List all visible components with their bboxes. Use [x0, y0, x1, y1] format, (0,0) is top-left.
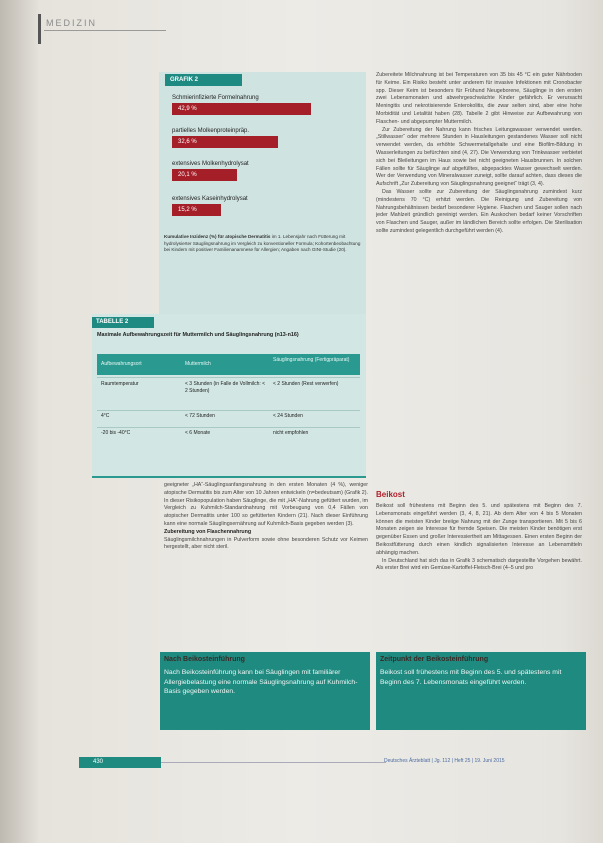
table-cell: < 2 Stunden (Rest verwerfen) [273, 381, 339, 387]
table-cell: < 24 Stunden [273, 413, 303, 419]
section-header: MEDIZIN [46, 18, 97, 28]
summary-box-text: Beikost soll frühestens mit Beginn des 5. und spätestens mit Beginn des 7. Lebensmonats eingeführt werden. [380, 669, 562, 686]
table-caption: Maximale Aufbewahrungszeit für Muttermilch und Säuglingsnahrung (n13-n16) [97, 332, 299, 338]
paragraph: Zubereitete Milchnahrung ist bei Temperaturen von 35 bis 45 °C ein guter Nährboden für Keime. Ein Risiko besteht unter anderem für invasive Infektionen mit Cronobacter spp. Dieser Keim ist besonders für Frühund Neugeborene, Säuglinge in den ersten zwei Lebensmonaten und abwehrgeschwächte Kinder gefährlich. Er verursacht Meningitis und nekrotisierende Enterokolitis, die zwar selten sind, aber eine hohe Morbidität und Letalität haben (28). Tabelle 2 gibt Hinweise zur Aufbewahrung von Flaschen- und abgepumpter Muttermilch. [376, 72, 582, 125]
figure-bar: 42,9 % [172, 103, 311, 115]
figure-bar-label: extensives Molkenhydrolysat [172, 161, 249, 167]
summary-box-text: Nach Beikosteinführung kann bei Säuglingen mit familiärer Allergiebelastung eine normale Säuglingsnahrung auf Kuhmilch-Basis gegeben werden. [164, 669, 358, 696]
table-header [97, 354, 360, 375]
table-cell: < 3 Stunden (in Falle de Vollmilch: < 2 Stunden) [185, 381, 266, 394]
paragraph: Beikost soll frühestens mit Beginn des 5. und spätestens mit Beginn des 7. Lebensmonats eingeführt werden (3, 4, 8, 21). Ab dem Alter von 4 bis 5 Monaten können die meisten Kinder breiige Nahrung mit der Zunge transportieren. Mit 5 bis 6 Monaten zeigen sie Interesse für fremde Speisen. Die meisten Kinder benötigen erst gegenüber Essen und großer Interessiertheit am Mittagessen. Einen ersten Beginn der Beikostfütterung durch einen kindlich signalisierten Interesse an Lebensmitteln abhängig machen. [376, 503, 582, 556]
subheading: Zubereitung von Flaschennahrung [164, 528, 252, 535]
table-cell: nicht empfohlen [273, 430, 309, 436]
figure-caption-bold: Kumulative Inzidenz (%) für atopische Dermatitis [164, 234, 271, 239]
page-number: 430 [79, 757, 161, 768]
paragraph: Das Wasser sollte zur Zubereitung der Säuglingsnahrung zumindest kurz (mindestens 70 °C) erhitzt werden. Die Reinigung und Zubereitung von Nahrungsbehältnissen bedarf besonderer Hygiene. Flaschen und Sauger sollen nach jeder Mahlzeit gründlich gereinigt werden. Ein Auskochen bedarf keiner Vorschriften von Flaschen und Sauger, außer im ländlichen Bereich sollte erfolgen. Die Sterilisation sollte zumindest gelegentlich durchgeführt werden (4). [376, 188, 582, 234]
figure-bar-label: partielles Molkenproteinpräp. [172, 128, 250, 134]
table-cell: < 6 Monate [185, 430, 211, 436]
table-row [97, 377, 360, 408]
paragraph: Zur Zubereitung der Nahrung kann frisches Leitungswasser verwendet werden. „Stillwasser“ oder mehrere Stunden in Hausleitungen gestandenes Wasser soll nicht verwendet werden, da erhöhte Schwermetallgehalte und eine Biofilm-Bildung in Wasserleitungen zu befürchten sind (4, 27). Die Verwendung von Trinkwasser verbietet sich bei Bleileitungen im Haus sowie bei nicht geeigneten Hausbrunnen. In solchen Fällen sollte für Säuglinge auf abgefülltes, abgepacktes Wasser gewechselt werden. Wer der Verwendung von Mineralwasser zuneigt, sollte darauf achten, dass dieses die Aufschrift „Zur Zubereitung von Säuglingsnahrung geeignet“ trägt (3, 4). [376, 126, 582, 188]
section-heading: Beikost [376, 490, 405, 499]
figure-caption-text: im 1. Lebensjahr nach Fütterung mit hydrolysierter Säuglingsnahrung im Vergleich zu konventioneller Formula; Kohortenbeobachtung bei Kindern mit positiver Familienanamnese für Allergien; Angaben nach GINI-Studie (20). [164, 234, 361, 253]
table-cell: -20 bis -40°C [101, 430, 131, 436]
figure-caption [164, 234, 362, 254]
table-bottom-rule [92, 476, 366, 478]
paragraph: geeigneter „HA“-Säuglingsanfangsnahrung in den ersten Monaten (4 %), weniger atopische Dermatitis bis zum Alter von 10 Jahren entwickeln (n=bedeutsam) (Grafik 2). In dieser Risikopopulation haben Säuglinge, die mit „HA“-Nahrung gefüttert wurden, im Vergleich zu Kuhmilch-Standardnahrung mit Vorbeugung von 0,4 Fällen von atopischer Dermatitis unter 100 so gefütterten Kindern (21). Nach dieser Einführung kann eine normale Säuglingsernährung auf Kuhmilch-Basis gegeben werden (3). [164, 482, 368, 527]
body-column-right [376, 72, 582, 488]
journal-citation: Deutsches Ärzteblatt | Jg. 112 | Heft 25 | 19. Juni 2015 [384, 758, 505, 764]
figure-bar: 15,2 % [172, 204, 221, 216]
table-cell: < 72 Stunden [185, 413, 215, 419]
summary-box-right [376, 652, 586, 730]
figure-title: GRAFIK 2 [165, 74, 242, 86]
summary-box-title: Zeitpunkt der Beikosteinführung [380, 656, 489, 663]
table-row [97, 410, 360, 425]
header-rule [44, 30, 166, 31]
figure-bar: 32,6 % [172, 136, 278, 148]
body-column-left [164, 482, 368, 642]
table-cell: Raumtemperatur [101, 381, 139, 387]
footer-rule [161, 762, 386, 763]
body-column-right-lower [376, 503, 582, 643]
page-spine [38, 14, 41, 44]
figure-bar: 20,1 % [172, 169, 237, 181]
summary-box-title: Nach Beikosteinführung [164, 656, 245, 663]
table-row [97, 427, 360, 442]
table-header-cell: Säuglingsnahrung (Fertigpräparat) [273, 357, 350, 363]
table-title: TABELLE 2 [92, 317, 154, 328]
paragraph: In Deutschland hat sich das in Grafik 3 schematisch dargestellte Vorgehen bewährt. Als erster Brei wird ein Gemüse-Kartoffel-Fleisch-Brei (4–5 und pro [376, 557, 582, 572]
figure-bar-label: extensives Kaseinhydrolysat [172, 196, 248, 202]
table-header-cell: Aufbewahrungsort [101, 361, 142, 367]
table-cell: 4°C [101, 413, 110, 419]
paragraph: Säuglingsmilchnahrungen in Pulverform sowie ohne besonderen Schutz vor Keimen hergestellt, aber nicht steril. [164, 536, 368, 551]
table-header-cell: Muttermilch [185, 361, 211, 367]
figure-bar-label: Schmierinfizierte Formelnahrung [172, 95, 259, 101]
